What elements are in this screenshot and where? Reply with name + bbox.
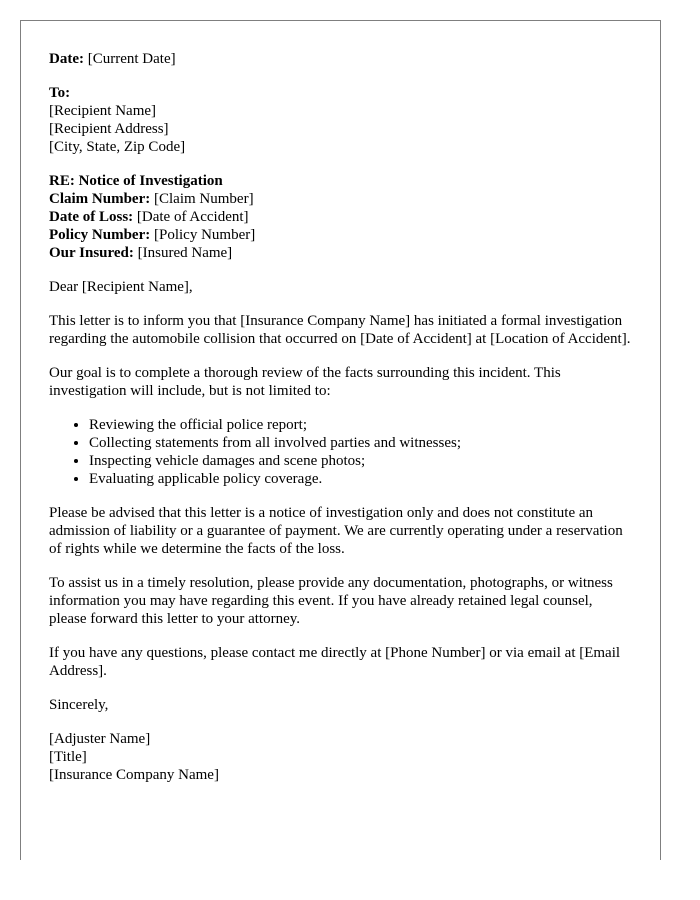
list-item: • Evaluating applicable policy coverage. bbox=[89, 470, 632, 488]
date-label: Date: bbox=[49, 51, 84, 67]
recipient-address: [Recipient Address] bbox=[49, 121, 169, 137]
letter-page bbox=[20, 20, 661, 860]
our-insured-value: [Insured Name] bbox=[137, 245, 233, 261]
adjuster-name: [Adjuster Name] bbox=[49, 731, 151, 747]
company-name: [Insurance Company Name] bbox=[49, 767, 219, 783]
list-item: • Inspecting vehicle damages and scene photos; bbox=[89, 452, 632, 470]
claim-number-line bbox=[49, 190, 632, 208]
signoff: Sincerely, bbox=[49, 697, 109, 713]
paragraph-intro: This letter is to inform you that [Insurance Company Name] has initiated a formal investigation regarding the automobile collision that occurred on [Date of Accident] at [Location of Accident]. bbox=[49, 313, 631, 347]
our-insured-label: Our Insured: bbox=[49, 245, 134, 261]
claim-number-label: Claim Number: bbox=[49, 191, 151, 207]
policy-number-line bbox=[49, 226, 632, 244]
paragraph-contact: If you have any questions, please contact me directly at [Phone Number] or via email at [Email Address]. bbox=[49, 645, 621, 679]
investigation-list bbox=[49, 416, 632, 488]
paragraph-goal: Our goal is to complete a thorough review of the facts surrounding this incident. This investigation will include, but is not limited to: bbox=[49, 365, 561, 399]
paragraph-assist: To assist us in a timely resolution, please provide any documentation, photographs, or witness information you may have regarding this event. If you have already retained legal counsel, please forward this letter to your attorney. bbox=[49, 575, 613, 627]
recipient-label: To: bbox=[49, 85, 71, 101]
salutation: Dear [Recipient Name], bbox=[49, 279, 193, 295]
claim-number-value: [Claim Number] bbox=[154, 191, 254, 207]
paragraph-advisory: Please be advised that this letter is a notice of investigation only and does not constitute an admission of liability or a guarantee of payment. We are currently operating under a reservation of rights while we determine the facts of the loss. bbox=[49, 505, 623, 557]
list-item: • Collecting statements from all involved parties and witnesses; bbox=[89, 434, 632, 452]
date-of-loss-label: Date of Loss: bbox=[49, 209, 134, 225]
reference-block bbox=[49, 172, 632, 262]
policy-number-label: Policy Number: bbox=[49, 227, 151, 243]
signature-block bbox=[49, 730, 632, 784]
date-line bbox=[49, 50, 632, 68]
adjuster-title: [Title] bbox=[49, 749, 87, 765]
list-item: • Reviewing the official police report; bbox=[89, 416, 632, 434]
policy-number-value: [Policy Number] bbox=[153, 227, 256, 243]
recipient-block bbox=[49, 84, 632, 156]
recipient-city-state-zip: [City, State, Zip Code] bbox=[49, 139, 186, 155]
subject-line: RE: Notice of Investigation bbox=[49, 173, 223, 189]
recipient-name: [Recipient Name] bbox=[49, 103, 157, 119]
date-of-loss-line bbox=[49, 208, 632, 226]
date-value: [Current Date] bbox=[87, 51, 176, 67]
date-of-loss-value: [Date of Accident] bbox=[136, 209, 249, 225]
our-insured-line bbox=[49, 244, 632, 262]
